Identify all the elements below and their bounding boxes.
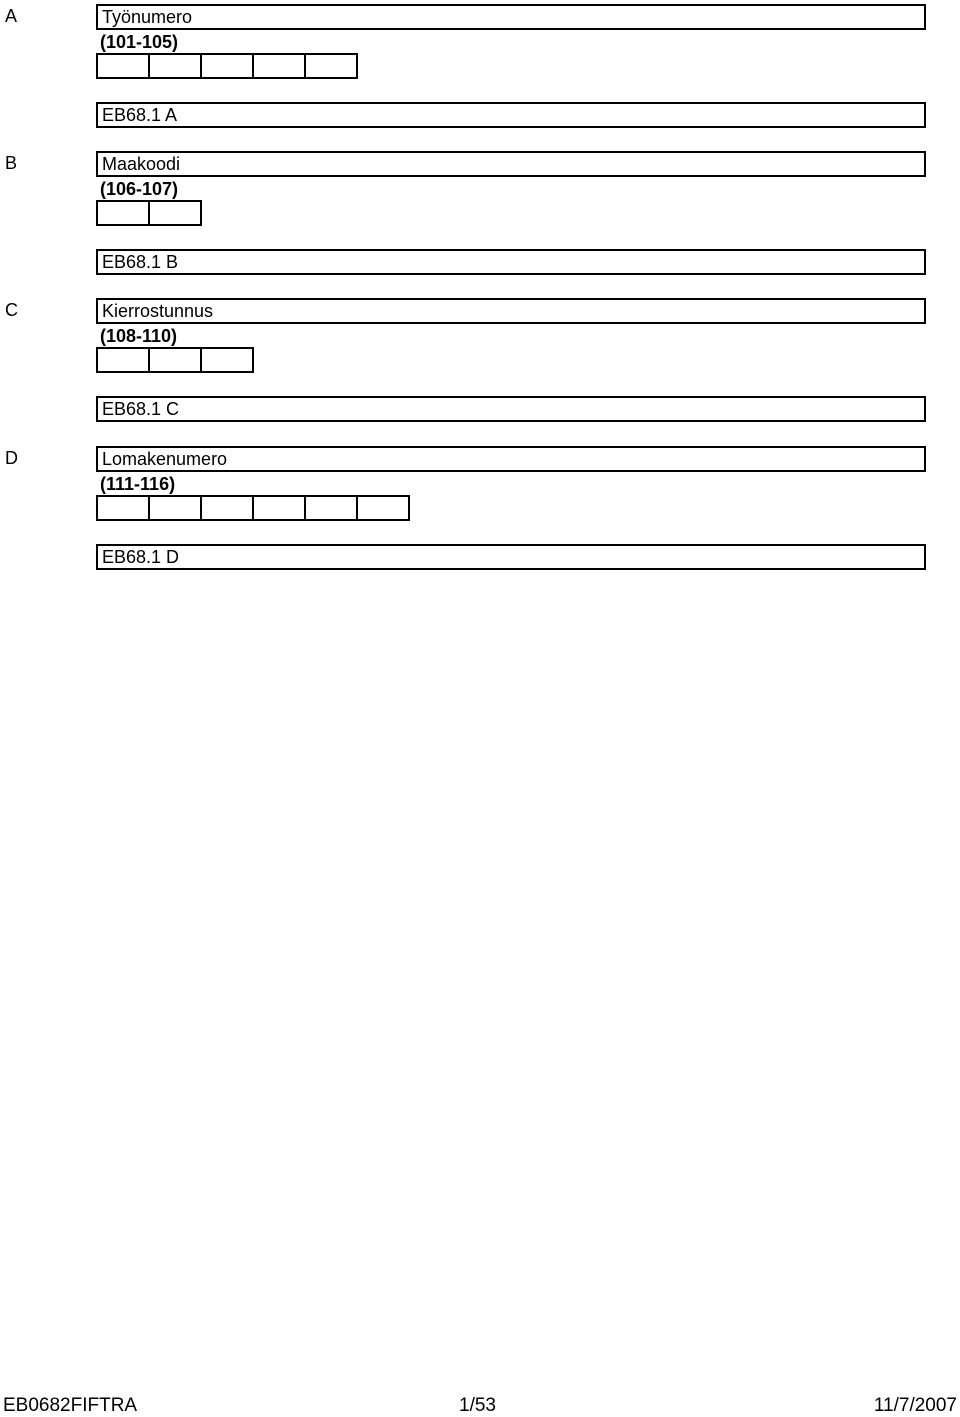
- input-cell[interactable]: [150, 349, 202, 371]
- code-cells: [96, 200, 202, 226]
- code-field: [96, 249, 926, 275]
- field-range: (106-107): [100, 179, 179, 199]
- code-field: [96, 396, 926, 422]
- input-cell[interactable]: [306, 497, 358, 519]
- input-cell[interactable]: [98, 55, 150, 77]
- title-field: [96, 4, 926, 30]
- input-cell[interactable]: [150, 202, 202, 224]
- code-cells: [96, 495, 410, 521]
- field-range: (108-110): [100, 326, 178, 346]
- input-cell[interactable]: [202, 55, 254, 77]
- input-cell[interactable]: [358, 497, 410, 519]
- field-title: Lomakenumero: [102, 449, 228, 469]
- field-range: (111-116): [100, 474, 176, 494]
- code-field: [96, 544, 926, 570]
- code-cells: [96, 347, 254, 373]
- code-label: EB68.1 A: [102, 105, 178, 125]
- input-cell[interactable]: [202, 349, 254, 371]
- field-title: Työnumero: [102, 7, 193, 27]
- code-field: [96, 102, 926, 128]
- input-cell[interactable]: [98, 497, 150, 519]
- input-cell[interactable]: [254, 55, 306, 77]
- title-field: [96, 151, 926, 177]
- field-title: Maakoodi: [102, 154, 181, 174]
- footer-doc-id: EB0682FIFTRA: [3, 1395, 138, 1416]
- input-cell[interactable]: [98, 202, 150, 224]
- code-cells: [96, 53, 358, 79]
- title-field: [96, 446, 926, 472]
- input-cell[interactable]: [150, 55, 202, 77]
- title-field: [96, 298, 926, 324]
- section-letter: C: [5, 300, 18, 320]
- input-cell[interactable]: [150, 497, 202, 519]
- input-cell[interactable]: [202, 497, 254, 519]
- page-footer: [0, 1395, 960, 1417]
- section-letter: B: [5, 153, 18, 173]
- input-cell[interactable]: [306, 55, 358, 77]
- code-label: EB68.1 C: [102, 399, 180, 419]
- code-label: EB68.1 B: [102, 252, 179, 272]
- field-title: Kierrostunnus: [102, 301, 214, 321]
- code-label: EB68.1 D: [102, 547, 180, 567]
- section-letter: A: [5, 6, 18, 26]
- field-range: (101-105): [100, 32, 179, 52]
- footer-page-number: 1/53: [459, 1395, 496, 1416]
- section-letter: D: [5, 448, 18, 468]
- input-cell[interactable]: [254, 497, 306, 519]
- footer-date: 11/7/2007: [873, 1395, 957, 1416]
- input-cell[interactable]: [98, 349, 150, 371]
